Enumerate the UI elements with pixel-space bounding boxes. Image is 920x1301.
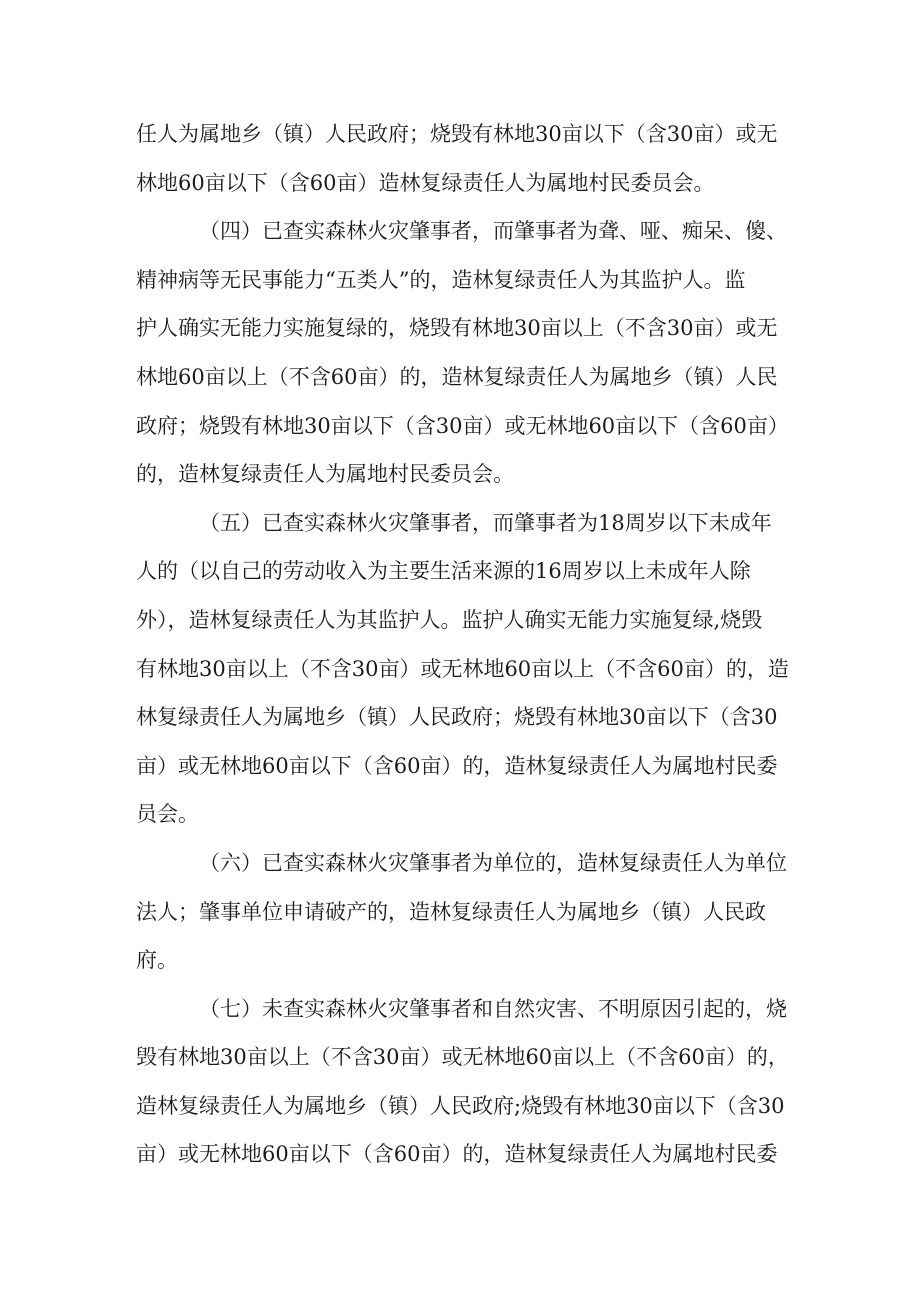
text-line: 护人确实无能力实施复绿的，烧毁有林地30亩以上（不含30亩）或无 [136, 316, 778, 341]
document-body [136, 110, 796, 1179]
text-line: 林地60亩以下（含60亩）造林复绿责任人为属地村民委员会。 [136, 170, 715, 195]
text-line: 政府；烧毁有林地30亩以下（含30亩）或无林地60亩以下（含60亩） [136, 413, 789, 438]
text-line: 林复绿责任人为属地乡（镇）人民政府；烧毁有林地30亩以下（含30 [136, 705, 778, 730]
text-line: 员会。 [136, 802, 199, 827]
text-line: 有林地30亩以上（不含30亩）或无林地60亩以上（不含60亩）的，造 [136, 656, 789, 681]
text-line: （七）未查实森林火灾肇事者和自然灾害、不明原因引起的，烧 [199, 996, 787, 1021]
text-line: 府。 [136, 948, 178, 973]
text-line: 外），造林复绿责任人为其监护人。监护人确实无能力实施复绿,烧毁 [136, 607, 763, 632]
text-line: （四）已查实森林火灾肇事者，而肇事者为聋、哑、痴呆、傻、 [199, 219, 787, 244]
text-line: 造林复绿责任人为属地乡（镇）人民政府;烧毁有林地30亩以下（含30 [136, 1093, 785, 1118]
text-line: 的，造林复绿责任人为属地村民委员会。 [136, 462, 514, 487]
text-line: 法人；肇事单位申请破产的，造林复绿责任人为属地乡（镇）人民政 [136, 899, 766, 924]
text-line: 任人为属地乡（镇）人民政府；烧毁有林地30亩以下（含30亩）或无 [136, 122, 778, 146]
text-line: 毁有林地30亩以上（不含30亩）或无林地60亩以上（不含60亩）的， [136, 1045, 789, 1070]
text-line: 林地60亩以上（不含60亩）的，造林复绿责任人为属地乡（镇）人民 [136, 364, 778, 389]
text-line: 亩）或无林地60亩以下（含60亩）的，造林复绿责任人为属地村民委 [136, 753, 778, 778]
text-line: （六）已查实森林火灾肇事者为单位的，造林复绿责任人为单位 [199, 850, 787, 875]
text-line: （五）已查实森林火灾肇事者，而肇事者为18周岁以下未成年 [199, 510, 772, 535]
text-line: 精神病等无民事能力“五类人”的，造林复绿责任人为其监护人。监 [136, 267, 746, 292]
text-line: 亩）或无林地60亩以下（含60亩）的，造林复绿责任人为属地村民委 [136, 1142, 778, 1167]
text-line: 人的（以自己的劳动收入为主要生活来源的16周岁以上未成年人除 [136, 559, 751, 584]
